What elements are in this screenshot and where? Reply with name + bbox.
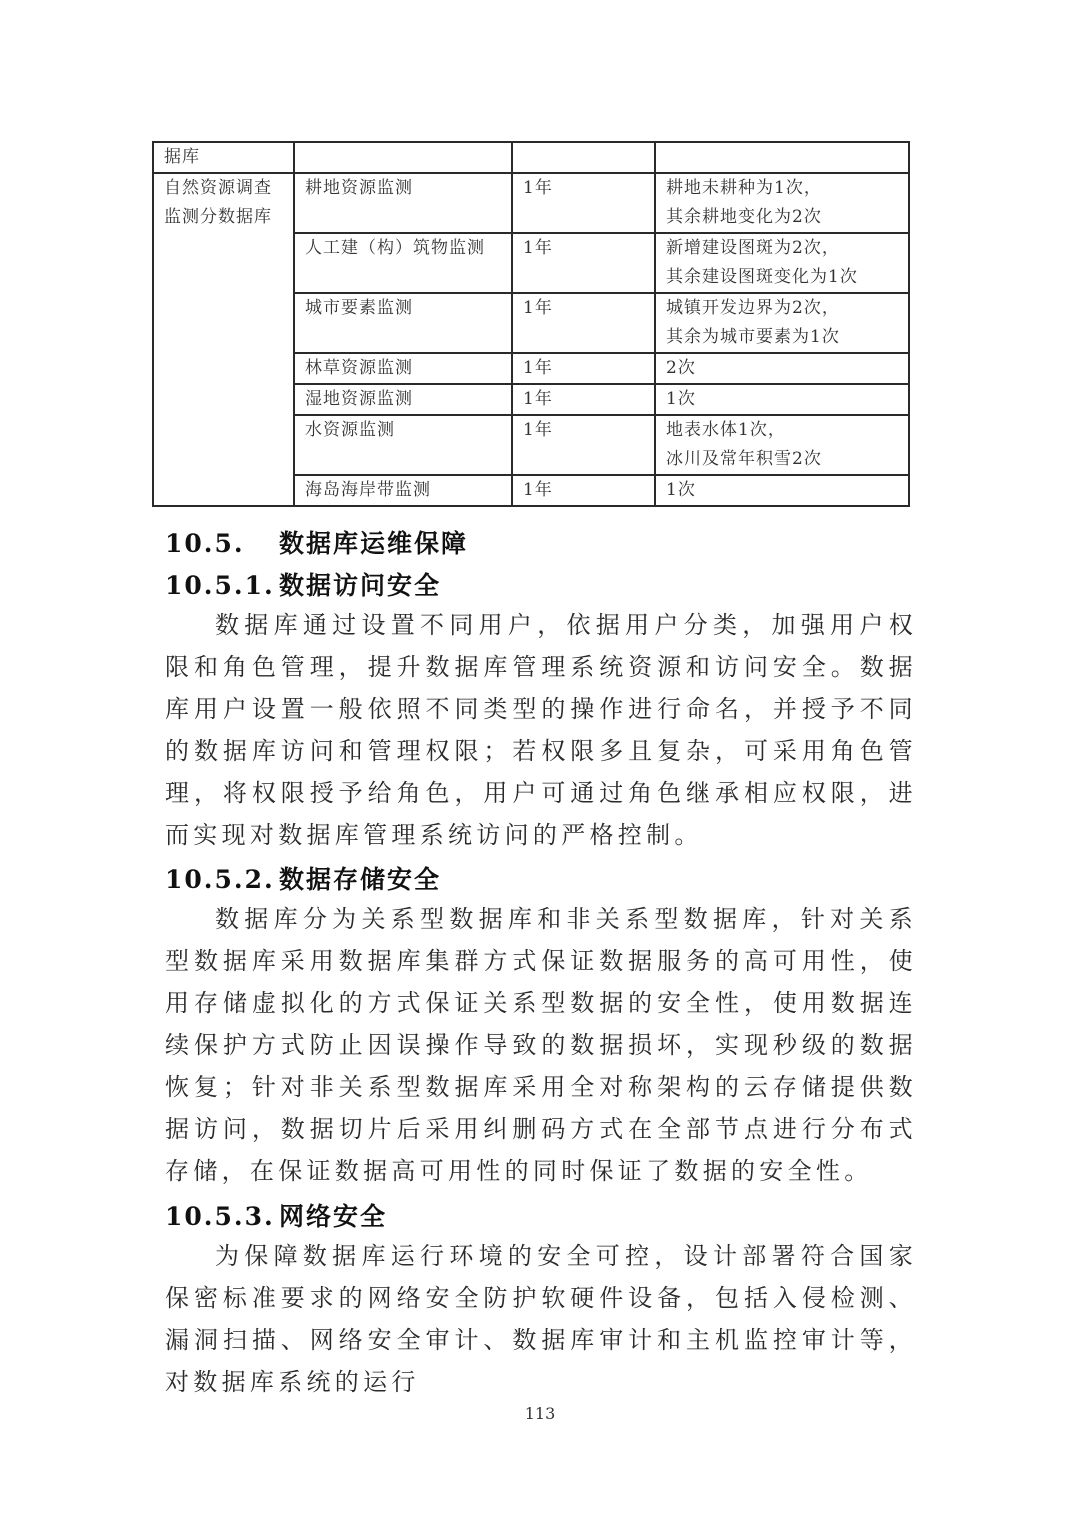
table-cell: 1年: [512, 293, 655, 353]
group-label: 自然资源调查监测分数据库: [164, 178, 272, 227]
section-number: 10.5.: [165, 529, 245, 558]
table-cell: 1年: [512, 475, 655, 506]
table-cell: 据库: [153, 142, 294, 173]
section-number: 10.5.1.: [165, 571, 275, 600]
table-cell: [655, 142, 909, 173]
table-cell: 水资源监测: [294, 415, 512, 475]
table-group-cell: [153, 173, 294, 506]
table-cell: 2次: [655, 353, 909, 384]
section-title: 网络安全: [279, 1202, 388, 1231]
table-row: [153, 173, 909, 233]
paragraph-storage-security: 数据库分为关系型数据库和非关系型数据库，针对关系型数据库采用数据库集群方式保证数据服务的高可用性，使用存储虚拟化的方式保证关系型数据的安全性，使用数据连续保护方式防止因误操作导致的数据损坏，实现秒级的数据恢复；针对非关系型数据库采用全对称架构的云存储提供数据访问，数据切片后采用纠删码方式在全部节点进行分布式存储，在保证数据高可用性的同时保证了数据的安全性。: [165, 905, 917, 1185]
table-cell: 1次: [655, 475, 909, 506]
table-cell: [655, 415, 909, 475]
section-title: 数据访问安全: [279, 571, 442, 600]
section-heading: [165, 860, 441, 896]
freq-line: 冰川及常年积雪2次: [666, 449, 822, 469]
table-cell: [655, 233, 909, 293]
paragraph-network-security: 为保障数据库运行环境的安全可控，设计部署符合国家保密标准要求的网络安全防护软硬件设备，包括入侵检测、漏洞扫描、网络安全审计、数据库审计和主机监控审计等，对数据库系统的运行: [165, 1242, 917, 1396]
freq-line: 其余耕地变化为2次: [666, 207, 822, 227]
table-cell: 耕地资源监测: [294, 173, 512, 233]
table-cell: [655, 293, 909, 353]
section-number: 10.5.2.: [165, 865, 275, 894]
section-title: 数据库运维保障: [279, 529, 469, 558]
freq-line: 其余为城市要素为1次: [666, 327, 840, 347]
freq-line: 新增建设图斑为2次，: [666, 238, 840, 258]
table-cell: 人工建（构）筑物监测: [294, 233, 512, 293]
table-cell: [512, 142, 655, 173]
section-heading: [165, 524, 468, 560]
table-cell: 1年: [512, 173, 655, 233]
section-title: 数据存储安全: [279, 865, 442, 894]
table-cell: 1年: [512, 384, 655, 415]
table-cell: 湿地资源监测: [294, 384, 512, 415]
freq-line: 城镇开发边界为2次，: [666, 298, 840, 318]
table-cell: 1次: [655, 384, 909, 415]
paragraph-access-security: 数据库通过设置不同用户，依据用户分类，加强用户权限和角色管理，提升数据库管理系统资源和访问安全。数据库用户设置一般依照不同类型的操作进行命名，并授予不同的数据库访问和管理权限；若权限多且复杂，可采用角色管理，将权限授予给角色，用户可通过角色继承相应权限，进而实现对数据库管理系统访问的严格控制。: [165, 611, 917, 849]
page-number: 113: [524, 1404, 556, 1423]
section-number: 10.5.3.: [165, 1202, 275, 1231]
table-cell: [655, 173, 909, 233]
table-cell: 海岛海岸带监测: [294, 475, 512, 506]
table-cell: 林草资源监测: [294, 353, 512, 384]
section-heading: [165, 566, 441, 602]
monitoring-table: [152, 141, 910, 507]
table-cell: 1年: [512, 353, 655, 384]
table-cell: [294, 142, 512, 173]
table-row: [153, 142, 909, 173]
table-cell: 1年: [512, 233, 655, 293]
freq-line: 地表水体1次，: [666, 420, 786, 440]
table-cell: 1年: [512, 415, 655, 475]
section-heading: [165, 1197, 387, 1233]
freq-line: 耕地未耕种为1次，: [666, 178, 822, 198]
freq-line: 其余建设图斑变化为1次: [666, 267, 858, 287]
table-cell: 城市要素监测: [294, 293, 512, 353]
